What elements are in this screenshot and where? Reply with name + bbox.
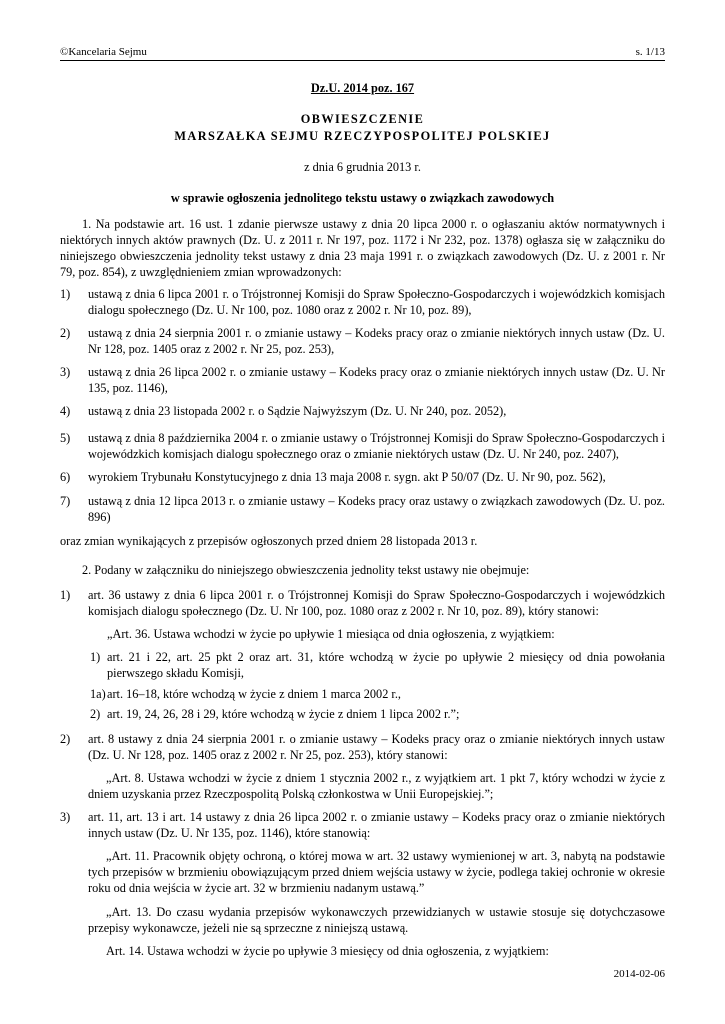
list-item-text: ustawą z dnia 26 lipca 2002 r. o zmianie ustawy – Kodeks pracy oraz o zmianie niektórych innych ustaw (Dz. U. Nr 135, poz. 1146), xyxy=(88,365,665,395)
list-item-number: 7) xyxy=(60,494,71,508)
list-item-text: art. 8 ustawy z dnia 24 sierpnia 2001 r. o zmianie ustawy – Kodeks pracy oraz o zmianie niektórych innych ustaw (Dz. U. Nr 128, poz. 1405 oraz z 2002 r. Nr 25, poz. 253), który stanowi: xyxy=(88,732,665,762)
list-item-number: 5) xyxy=(60,431,71,445)
document-title: OBWIESZCZENIE xyxy=(300,112,425,126)
subitem-text: art. 16–18, które wchodzą w życie z dniem 1 marca 2002 r., xyxy=(107,687,401,701)
list-item-number: 2) xyxy=(60,732,71,746)
document-issuer: MARSZAŁKA SEJMU RZECZYPOSPOLITEJ POLSKIEJ xyxy=(174,129,551,143)
document-page xyxy=(60,0,665,1024)
page-header xyxy=(60,44,665,61)
list-item-number: 3) xyxy=(60,365,71,379)
list-item-number: 6) xyxy=(60,470,71,484)
document-subject: w sprawie ogłoszenia jednolitego tekstu ustawy o związkach zawodowych xyxy=(170,191,555,205)
section-2-intro: 2. Podany w załączniku do niniejszego obwieszczenia jednolity tekst ustawy nie obejmuje: xyxy=(82,563,530,577)
subitem-number: 1) xyxy=(90,650,101,664)
list-item-number: 1) xyxy=(60,588,71,602)
list-item-text: ustawą z dnia 6 lipca 2001 r. o Trójstronnej Komisji do Spraw Społeczno-Gospodarczych i wojewódzkich komisjach dialogu społecznego (Dz. U. Nr 100, poz. 1080 oraz z 2002 r. Nr 10, poz. 89), xyxy=(88,287,665,317)
list-item-number: 4) xyxy=(60,404,71,418)
section-1-intro: 1. Na podstawie art. 16 ust. 1 zdanie pierwsze ustawy z dnia 20 lipca 2000 r. o ogłaszaniu aktów normatywnych i niektórych innych aktów prawnych (Dz. U. z 2011 r. Nr 197, poz. 1172 i Nr 232, poz. 1378) ogłasza się w załączniku do niniejszego obwieszczenia jednolity tekst ustawy z dnia 23 maja 1991 r. o związkach zawodowych (Dz. U. z 2001 r. Nr 79, poz. 854), z uwzględnieniem zmian wprowadzonych: xyxy=(60,217,665,279)
subitem-number: 2) xyxy=(90,707,101,721)
list-item-number: 3) xyxy=(60,810,71,824)
list-item-text: ustawą z dnia 23 listopada 2002 r. o Sądzie Najwyższym (Dz. U. Nr 240, poz. 2052), xyxy=(88,404,507,418)
subitem-text: art. 19, 24, 26, 28 i 29, które wchodzą w życie z dniem 1 lipca 2002 r.”; xyxy=(107,707,460,721)
list-item-text: ustawą z dnia 12 lipca 2013 r. o zmianie ustawy – Kodeks pracy oraz ustawy o związkach zawodowych (Dz. U. poz. 896) xyxy=(88,494,665,524)
publisher-label: ©Kancelaria Sejmu xyxy=(60,46,147,58)
quoted-provision: Art. 14. Ustawa wchodzi w życie po upływie 3 miesięcy od dnia ogłoszenia, z wyjątkiem: xyxy=(106,944,549,958)
document-reference: Dz.U. 2014 poz. 167 xyxy=(310,81,415,95)
quoted-provision: „Art. 36. Ustawa wchodzi w życie po upływie 1 miesiąca od dnia ogłoszenia, z wyjątkiem: xyxy=(107,627,555,641)
list-item-text: ustawą z dnia 8 października 2004 r. o zmianie ustawy o Trójstronnej Komisji do Spraw Społeczno-Gospodarczych i wojewódzkich komisjach dialogu społecznego oraz o zmianie niektórych ustaw (Dz. U. Nr 240, poz. 2407), xyxy=(88,431,665,461)
list-item-text: art. 11, art. 13 i art. 14 ustawy z dnia 26 lipca 2002 r. o zmianie ustawy – Kodeks pracy oraz o zmianie niektórych innych ustaw (Dz. U. Nr 135, poz. 1146), które stanowią: xyxy=(88,810,665,840)
page-number: s. 1/13 xyxy=(635,46,665,58)
footer-date: 2014-02-06 xyxy=(613,968,665,980)
quoted-provision: „Art. 11. Pracownik objęty ochroną, o której mowa w art. 32 ustawy wymienionej w art. 3, nabytą na podstawie tych przepisów w brzmieniu obowiązującym przed dniem wejścia ustawy w życie, podlega takiej ochronie w okresie roku od dnia wejścia w życie art. 32 w brzmieniu nadanym ustawą.” xyxy=(88,849,665,895)
list-item-text: wyrokiem Trybunału Konstytucyjnego z dnia 13 maja 2008 r. sygn. akt P 50/07 (Dz. U. Nr 90, poz. 562), xyxy=(88,470,606,484)
subitem-number: 1a) xyxy=(90,687,106,701)
document-date: z dnia 6 grudnia 2013 r. xyxy=(304,160,421,174)
quoted-provision: „Art. 8. Ustawa wchodzi w życie z dniem 1 stycznia 2002 r., z wyjątkiem art. 1 pkt 7, który wchodzi w życie z dniem uzyskania przez Rzeczpospolitą Polską członkostwa w Unii Europejskiej.”; xyxy=(88,771,665,801)
quoted-provision: „Art. 13. Do czasu wydania przepisów wykonawczych przewidzianych w ustawie stosuje się dotychczasowe przepisy wykonawcze, jeżeli nie są sprzeczne z niniejszą ustawą. xyxy=(88,905,665,935)
list-item-text: art. 36 ustawy z dnia 6 lipca 2001 r. o Trójstronnej Komisji do Spraw Społeczno-Gospodarczych i wojewódzkich komisjach dialogu społecznego (Dz. U. Nr 100, poz. 1080 oraz z 2002 r. Nr 10, poz. 89), który stanowi: xyxy=(88,588,665,618)
subitem-text: art. 21 i 22, art. 25 pkt 2 oraz art. 31, które wchodzą w życie po upływie 2 miesięcy od dnia powołania pierwszego składu Komisji, xyxy=(107,650,665,680)
list-item-number: 1) xyxy=(60,287,71,301)
section-1-outro: oraz zmian wynikających z przepisów ogłoszonych przed dniem 28 listopada 2013 r. xyxy=(60,534,478,548)
list-item-number: 2) xyxy=(60,326,71,340)
list-item-text: ustawą z dnia 24 sierpnia 2001 r. o zmianie ustawy – Kodeks pracy oraz o zmianie niektórych innych ustaw (Dz. U. Nr 128, poz. 1405 oraz z 2002 r. Nr 25, poz. 253), xyxy=(88,326,665,356)
